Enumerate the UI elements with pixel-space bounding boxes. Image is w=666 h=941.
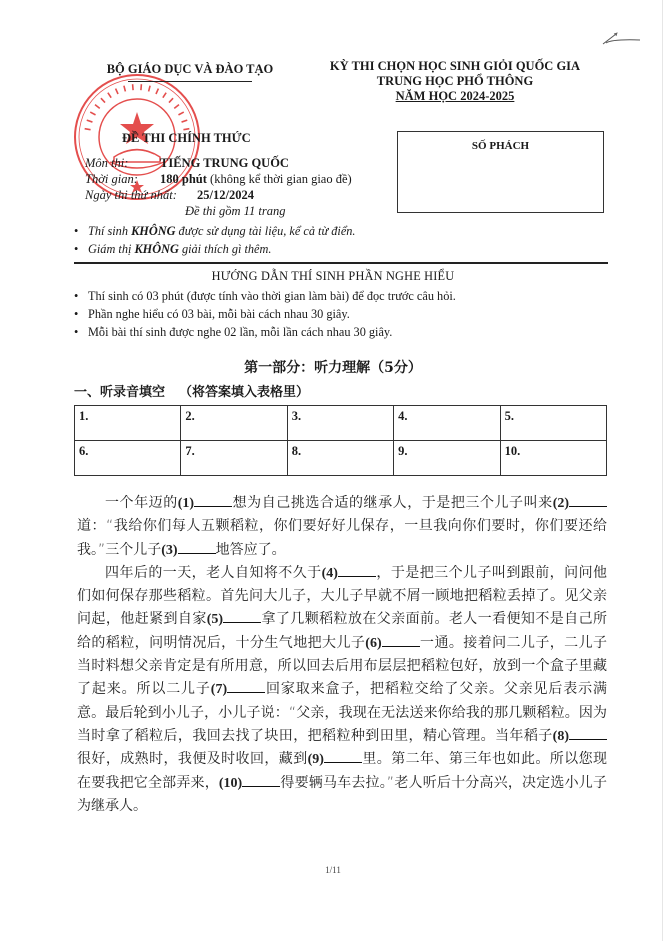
time-label: Thời gian: <box>85 172 138 186</box>
answer-cell[interactable]: 3. <box>287 406 393 441</box>
answer-cell[interactable]: 2. <box>181 406 287 441</box>
passage-paragraph-1 <box>77 492 607 562</box>
passage-text: 里。第二年、第三年也如此。所以您现在要我把它全部弄来， <box>77 751 608 791</box>
passage-text: 得要辆马车去拉。”老人听后十分高兴，决定选小儿子为继承人。 <box>77 774 607 814</box>
ministry-underline <box>128 81 252 82</box>
official-exam-label: ĐỀ THI CHÍNH THỨC <box>122 131 251 145</box>
answer-cell[interactable]: 8. <box>287 441 393 476</box>
blank-number: (5) <box>206 612 224 628</box>
passage-text: 一通。接着问二儿子，二儿子当时料想父亲肯定是有所用意，所以回去后用布层层把稻粒包好，放到一个盒子里藏了起来。所以二儿子 <box>77 634 608 698</box>
exam-title-block <box>305 59 605 104</box>
scan-edge <box>662 0 663 941</box>
page-number: 1/11 <box>325 865 341 875</box>
blank-number: (7) <box>210 682 228 698</box>
blank-number: (4) <box>321 565 338 581</box>
guide-item: • Thí sinh có 03 phút (được tính vào thời gian làm bài) để đọc trước câu hỏi. <box>88 289 456 304</box>
answer-cell[interactable]: 6. <box>75 441 181 476</box>
answer-row <box>75 406 607 441</box>
answer-cell[interactable]: 5. <box>500 406 606 441</box>
pen-mark-icon <box>600 26 650 48</box>
rule-item: • Giám thị KHÔNG giải thích gì thêm. <box>88 242 271 257</box>
subject-label: Môn thi: <box>85 156 129 170</box>
passage-text: 四年后的一天，老人自知将不久于 <box>105 564 322 581</box>
subject-value: TIẾNG TRUNG QUỐC <box>160 156 289 170</box>
pages-note: Đề thi gồm 11 trang <box>185 204 286 218</box>
fill-in-blank[interactable] <box>569 725 607 740</box>
passage-text: 地答应了。 <box>215 541 286 558</box>
section-title <box>74 385 309 401</box>
so-phach-label: SỐ PHÁCH <box>471 140 530 152</box>
section-divider <box>74 262 608 264</box>
blank-number: (9) <box>307 752 324 768</box>
passage <box>77 492 607 818</box>
exam-title-line2: TRUNG HỌC PHỔ THÔNG <box>376 74 534 88</box>
blank-number: (2) <box>552 496 570 511</box>
blank-number: (3) <box>161 542 178 558</box>
school-year: NĂM HỌC 2024-2025 <box>395 89 515 103</box>
passage-text: 很好，成熟时，我便及时收回，藏到 <box>77 751 308 768</box>
passage-text: ，于是把三个儿子叫到跟前，问问他们如何保存那些稻粒。首先问大儿子，大儿子早就不屑一顾地把稻粒丢掉了。见父亲问起，他赶紧到自家 <box>77 564 608 628</box>
answer-cell[interactable]: 7. <box>181 441 287 476</box>
section-note: （将答案填入表格里） <box>179 385 310 400</box>
fill-in-blank[interactable] <box>227 678 265 693</box>
time-value: 180 phút <box>160 172 207 186</box>
rule-item: • Thí sinh KHÔNG được sử dụng tài liệu, kể cả từ điển. <box>88 224 356 239</box>
subject-row <box>85 156 289 171</box>
exam-title-line1: KỲ THI CHỌN HỌC SINH GIỎI QUỐC GIA <box>329 59 581 73</box>
date-label: Ngày thi thứ nhất: <box>85 188 177 202</box>
fill-in-blank[interactable] <box>382 632 420 647</box>
answer-cell[interactable]: 4. <box>394 406 500 441</box>
ministry-name: BỘ GIÁO DỤC VÀ ĐÀO TẠO <box>106 62 274 76</box>
answer-cell[interactable]: 1. <box>75 406 181 441</box>
section-title-text: 一、听录音填空 <box>74 385 166 400</box>
answer-table <box>74 405 607 476</box>
time-row <box>85 172 352 187</box>
fill-in-blank[interactable] <box>194 492 232 507</box>
passage-text: 回家取来盒子，把稻粒交给了父亲。父亲见后表示满意。最后轮到小儿子，小儿子说：“父亲，我现在无法送来你给我的那几颗稻粒。因为当时拿了稻粒后，我回去找了块田，把稻粒种到田里，精心管理。当年稻子 <box>77 681 608 744</box>
passage-text: 道：“我给你们每人五颗稻粒，你们要好好儿保存，一旦我向你们要时，你们要还给我。”三个儿子 <box>77 518 607 558</box>
date-row <box>85 188 254 203</box>
passage-paragraph-2 <box>77 562 607 818</box>
guide-item: • Mỗi bài thí sinh được nghe 02 lần, mỗi lần cách nhau 30 giây. <box>88 325 392 340</box>
blank-number: (6) <box>365 635 382 651</box>
passage-text: 想为自己挑选合适的继承人，于是把三个儿子叫来 <box>232 495 553 511</box>
date-value: 25/12/2024 <box>197 188 254 202</box>
guide-item: • Phần nghe hiểu có 03 bài, mỗi bài cách nhau 30 giây. <box>88 307 350 322</box>
blank-number: (10) <box>218 775 243 791</box>
fill-in-blank[interactable] <box>242 772 280 787</box>
so-phach-box <box>397 131 604 213</box>
fill-in-blank[interactable] <box>324 748 362 763</box>
fill-in-blank[interactable] <box>569 492 607 507</box>
passage-text: 拿了几颗稻粒放在父亲面前。老人一看便知不是自己所给的稻粒，问明情况后，十分生气地把大儿子 <box>77 611 608 651</box>
blank-number: (8) <box>552 728 569 744</box>
blank-number: (1) <box>177 496 195 511</box>
listening-guide-title: HƯỚNG DẪN THÍ SINH PHẦN NGHE HIỂU <box>211 269 455 283</box>
fill-in-blank[interactable] <box>178 539 216 554</box>
fill-in-blank[interactable] <box>223 608 261 623</box>
part-title: 第一部分：听力理解（5分） <box>244 360 422 376</box>
answer-cell[interactable]: 10. <box>500 441 606 476</box>
passage-text: 一个年迈的 <box>105 495 178 511</box>
time-note: (không kể thời gian giao đề) <box>210 172 352 186</box>
fill-in-blank[interactable] <box>338 562 376 577</box>
answer-cell[interactable]: 9. <box>394 441 500 476</box>
answer-row <box>75 441 607 476</box>
